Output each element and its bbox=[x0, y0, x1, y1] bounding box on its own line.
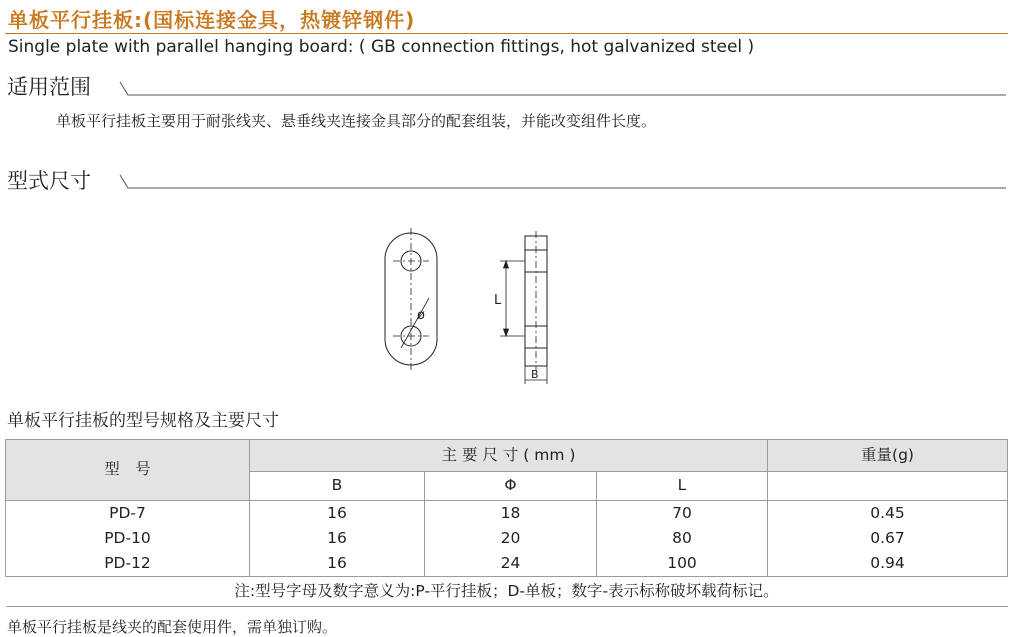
phi-cell: 18 bbox=[425, 501, 597, 527]
model-cell: PD-12 bbox=[6, 551, 250, 577]
model-cell: PD-10 bbox=[6, 526, 250, 551]
usage-heading: 适用范围 bbox=[7, 75, 91, 99]
weight-cell: 0.94 bbox=[768, 551, 1008, 577]
dim-L bbox=[500, 261, 525, 336]
weight-header: 重量(g) bbox=[768, 440, 1008, 472]
b-cell: 16 bbox=[250, 501, 425, 527]
B-label: B bbox=[531, 368, 539, 381]
b-cell: 16 bbox=[250, 526, 425, 551]
usage-heading-line bbox=[118, 80, 1010, 98]
footer-note: 单板平行挂板是线夹的配套使用件，需单独订购。 bbox=[7, 618, 338, 636]
table-note: 注:型号字母及数字意义为:P-平行挂板；D-单板；数字-表示标称破坏载荷标记。 bbox=[6, 577, 1008, 607]
weight-cell: 0.45 bbox=[768, 501, 1008, 527]
model-header: 型 号 bbox=[6, 440, 250, 501]
table-row bbox=[6, 551, 1008, 577]
usage-text: 单板平行挂板主要用于耐张线夹、悬垂线夹连接金具部分的配套组装，并能改变组件长度。 bbox=[56, 112, 657, 130]
phi-leader bbox=[401, 298, 429, 348]
l-cell: 100 bbox=[597, 551, 768, 577]
page-title-en: Single plate with parallel hanging board: ( GB connection fittings, hot galvanized steel ) bbox=[8, 37, 755, 57]
table-title: 单板平行挂板的型号规格及主要尺寸 bbox=[7, 411, 279, 431]
specs-table bbox=[5, 439, 1008, 607]
weight-cell: 0.67 bbox=[768, 526, 1008, 551]
phi-cell: 24 bbox=[425, 551, 597, 577]
phi-label: ø bbox=[417, 308, 425, 323]
phi-header: Φ bbox=[425, 472, 597, 501]
dims-header: 主 要 尺 寸 ( mm ) bbox=[250, 440, 768, 472]
table-row bbox=[6, 526, 1008, 551]
dimensions-heading: 型式尺寸 bbox=[7, 169, 91, 193]
plate-centerline bbox=[393, 228, 429, 371]
l-cell: 80 bbox=[597, 526, 768, 551]
l-cell: 70 bbox=[597, 501, 768, 527]
phi-cell: 20 bbox=[425, 526, 597, 551]
b-header: B bbox=[250, 472, 425, 501]
dimensions-heading-line bbox=[118, 173, 1010, 191]
L-label: L bbox=[494, 293, 502, 308]
model-cell: PD-7 bbox=[6, 501, 250, 527]
table-row bbox=[6, 501, 1008, 527]
b-cell: 16 bbox=[250, 551, 425, 577]
plate-drawing bbox=[375, 228, 575, 386]
page-title-cn: 单板平行挂板:(国标连接金具，热镀锌钢件) bbox=[8, 8, 416, 32]
title-divider bbox=[5, 33, 1008, 34]
l-header: L bbox=[597, 472, 768, 501]
weight-subheader bbox=[768, 472, 1008, 501]
